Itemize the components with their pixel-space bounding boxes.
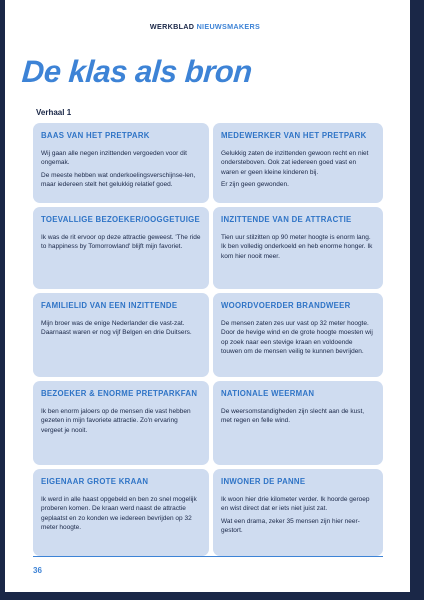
source-card [213, 293, 383, 377]
card-title: INZITTENDE VAN DE ATTRACTIE [221, 215, 352, 224]
page-title: De klas als bron [20, 54, 254, 89]
card-title: BEZOEKER & ENORME PRETPARKFAN [41, 389, 198, 398]
card-title: MEDEWERKER VAN HET PRETPARK [221, 131, 367, 140]
card-text: De meeste hebben wat onderkoelingsverschijnse-len, maar iedereen stelt het gelukkig relatief goed. [41, 171, 196, 189]
left-edge-bar [0, 0, 5, 600]
source-card [33, 381, 209, 465]
card-text: Wat een drama, zeker 35 mensen zijn hier neer-gestort. [221, 517, 360, 535]
card-text: De mensen zaten zes uur vast op 32 meter hoogte. Door de hevige wind en de grote hoogte moesten wij op zoek naar een stevige kraan en voldoende touwen om de mensen veilig te kunnen bevrijden. [221, 320, 373, 356]
source-card [213, 123, 383, 203]
source-card [213, 381, 383, 465]
worksheet-header [0, 22, 410, 31]
card-text: Wij gaan alle negen inzittenden vergoeden voor dit ongemak. [41, 150, 187, 167]
card-title: NATIONALE WEERMAN [221, 389, 315, 398]
card-title: TOEVALLIGE BEZOEKER/OOGGETUIGE [41, 215, 201, 224]
card-text: Tien uur stilzitten op 90 meter hoogte is enorm lang. Ik ben volledig onderkoeld en heb enorme honger. Ik kom hier nooit meer. [221, 234, 373, 260]
card-text: Er zijn geen gewonden. [221, 181, 289, 189]
card-title: WOORDVOERDER BRANDWEER [221, 301, 351, 310]
card-text: Mijn broer was de enige Nederlander die vast-zat. Daarnaast waren er nog vijf Belgen en drie Duitsers. [41, 320, 192, 337]
page-number: 36 [33, 566, 42, 575]
card-title: BAAS VAN HET PRETPARK [41, 131, 150, 140]
header-section: NIEUWSMAKERS [196, 22, 261, 31]
footer-divider [33, 556, 383, 557]
source-card-grid [33, 123, 383, 556]
source-card [213, 207, 383, 289]
source-card [33, 207, 209, 289]
card-text: Ik werd in alle haast opgebeld en ben zo snel mogelijk proberen komen. De kraan werd naast de attractie geplaatst en zo konden we iedereen bevrijden op 32 meter hoogte. [41, 496, 197, 532]
story-label: Verhaal 1 [36, 108, 72, 117]
card-text: Ik ben enorm jaloers op de mensen die vast hebben gezeten in mijn favoriete attractie. Zo'n ervaring vergeet je nooit. [41, 408, 191, 434]
card-text: Ik woon hier drie kilometer verder. Ik hoorde geroep en wist direct dat er iets niet juist zat. [221, 496, 370, 513]
source-card [33, 469, 209, 556]
right-edge-bar [410, 0, 424, 600]
source-card [33, 293, 209, 377]
source-card [213, 469, 383, 556]
card-title: FAMILIELID VAN EEN INZITTENDE [41, 301, 178, 310]
card-text: Gelukkig zaten de inzittenden gewoon recht en niet ondersteboven. Ook zat iedereen goed vast en waren er geen kleine kinderen bij. [221, 150, 369, 176]
card-title: INWONER DE PANNE [221, 477, 306, 486]
bottom-edge-bar [0, 592, 424, 600]
header-label: WERKBLAD [149, 22, 195, 31]
card-text: De weersomstandigheden zijn slecht aan de kust, met regen en felle wind. [221, 408, 365, 425]
source-card [33, 123, 209, 203]
card-text: Ik was de rit ervoor op deze attractie geweest. 'The ride to happiness by Tomorrowland' blijft mijn favoriet. [41, 234, 201, 251]
card-title: EIGENAAR GROTE KRAAN [41, 477, 149, 486]
